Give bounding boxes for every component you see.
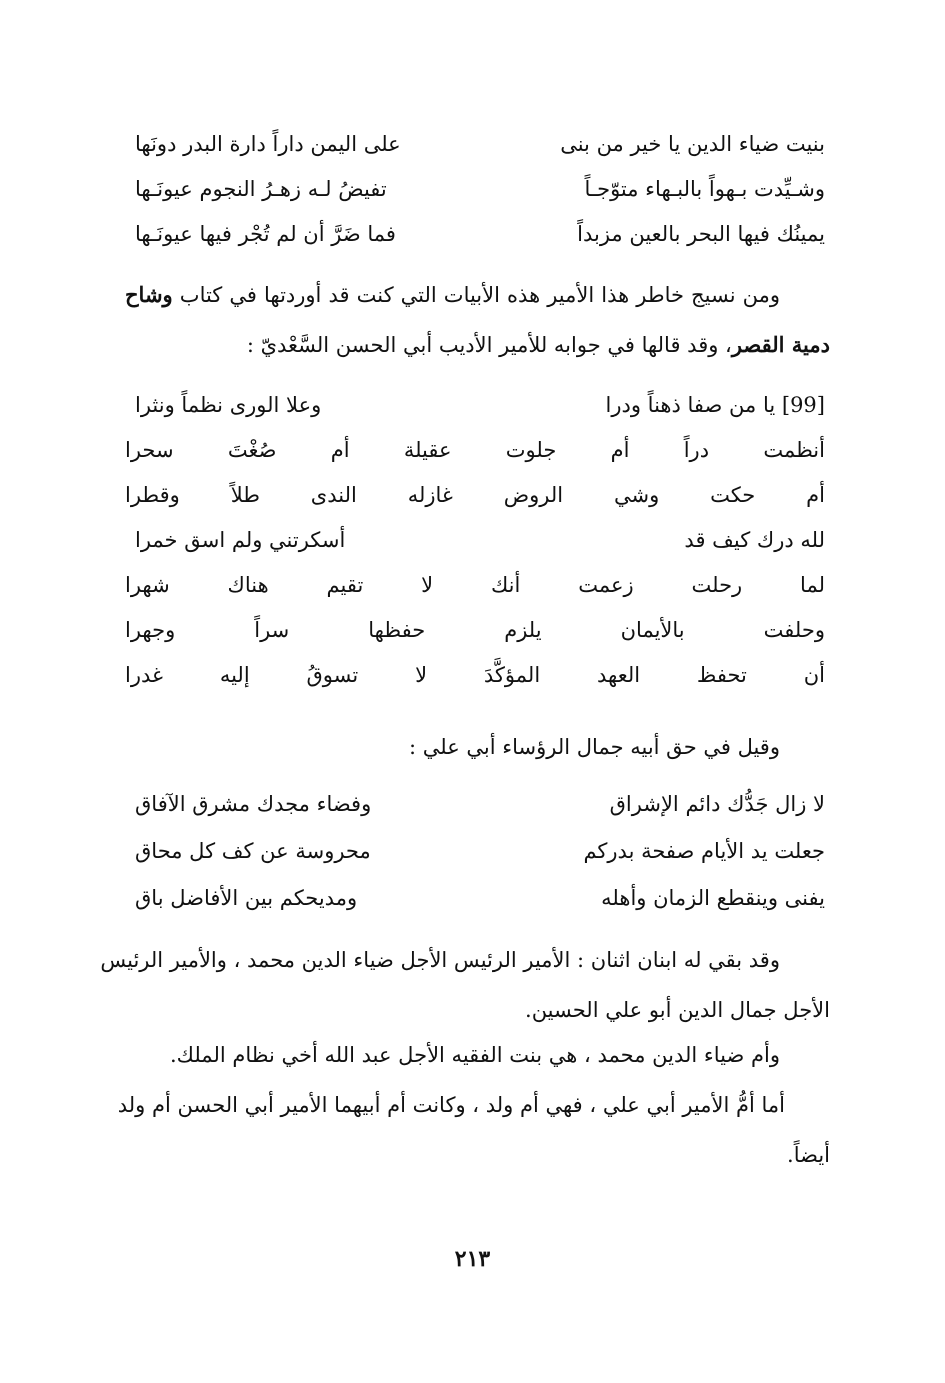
verse-hemistich-right: لا زال جَدُّك دائم الإشراق — [609, 792, 825, 816]
verse-row — [125, 829, 825, 876]
paragraph-mother-abu-ali — [117, 1080, 830, 1180]
page-number: ٢١٣ — [454, 1246, 491, 1272]
book-title-dumyat-alqasr: دمية القصر — [731, 332, 830, 357]
verse-hemistich-right: يمينُك فيها البحر بالعين مزبداً — [577, 222, 825, 246]
verse-hemistich-left: وفضاء مجدك مشرق الآفاق — [135, 792, 372, 816]
verse-full-line: أنظمت دراً أم جلوت عقيلة أم صُغْتَ سحرا — [125, 438, 825, 462]
verse-hemistich-left: فما ضَرَّ أن لم تُجْر فيها عيونَـها — [135, 222, 396, 246]
paragraph-line: وقيل في حق أبيه جمال الرؤساء أبي علي : — [409, 735, 780, 759]
paragraph-line: أيضاً. — [787, 1143, 830, 1167]
verse-hemistich-left: محروسة عن كف كل محاق — [135, 839, 371, 863]
verse-row — [125, 383, 825, 428]
paragraph-intro-verses-2 — [125, 722, 830, 772]
paragraph-line — [125, 270, 830, 320]
verse-full-line: وحلفت بالأيمان يلزم حفظها سراً وجهرا — [125, 618, 825, 642]
paragraph-line — [125, 320, 830, 370]
verse-hemistich-left: أسكرتني ولم اسق خمرا — [135, 528, 346, 552]
verse-row — [125, 653, 825, 698]
verse-row — [125, 473, 825, 518]
verse-hemistich-right: يفنى وينقطع الزمان وأهله — [601, 886, 825, 910]
paragraph-line: وقد بقي له ابنان اثنان : الأمير الرئيس الأجل ضياء الدين محمد ، والأمير الرئيس — [100, 948, 780, 972]
verse-hemistich-left: ومديحكم بين الأفاضل باق — [135, 886, 358, 910]
verse-full-line: أن تحفظ العهد المؤكَّدَ لا تسوقُ إليه غدرا — [125, 663, 825, 687]
verse-row — [125, 782, 825, 829]
verse-hemistich-left: تفيضُ لـه زهـرُ النجوم عيونَـها — [135, 177, 387, 201]
paragraph-text: ومن نسيج خاطر هذا الأمير هذه الأبيات التي كنت قد أوردتها في كتاب — [179, 283, 780, 307]
verse-row — [125, 122, 825, 167]
paragraph-line: الأجل جمال الدين أبو علي الحسين. — [525, 998, 830, 1022]
paragraph-line: وأم ضياء الدين محمد ، هي بنت الفقيه الأجل عبد الله أخي نظام الملك. — [169, 1043, 780, 1067]
verse-hemistich-left: وعلا الورى نظماً ونثرا — [135, 393, 322, 417]
verse-full-line: لما رحلت زعمت أنك لا تقيم هناك شهرا — [125, 573, 825, 597]
verse-hemistich-right: بنيت ضياء الدين يا خير من بنى — [560, 132, 825, 156]
poem-2 — [125, 383, 825, 698]
verse-full-line: أم حكت وشي الروض غازله الندى طلاً وقطرا — [125, 483, 825, 507]
paragraph-line: أما أمُّ الأمير أبي علي ، فهي أم ولد ، وكانت أم أبيهما الأمير أبي الحسن أم ولد — [117, 1093, 785, 1117]
verse-row — [125, 428, 825, 473]
poem-3 — [125, 782, 825, 923]
verse-hemistich-right: لله درك كيف قد — [684, 528, 825, 552]
verse-hemistich-left: على اليمن داراً دارة البدر دونَها — [135, 132, 401, 156]
verse-row — [125, 563, 825, 608]
verse-row — [125, 608, 825, 653]
poem-1 — [125, 122, 825, 257]
paragraph-sons — [100, 935, 830, 1035]
verse-row — [125, 212, 825, 257]
verse-hemistich-right: جعلت يد الأيام صفحة بدركم — [583, 839, 825, 863]
verse-row — [125, 167, 825, 212]
verse-hemistich-right: [99] يا من صفا ذهناً ودرا — [605, 393, 825, 417]
verse-hemistich-right: وشـيِّدت بـهواً بالبـهاء متوّجـاً — [584, 177, 825, 201]
book-title-wishah: وشاح — [125, 282, 173, 307]
verse-row — [125, 518, 825, 563]
verse-row — [125, 876, 825, 923]
paragraph-text: ، وقد قالها في جوابه للأمير الأديب أبي الحسن السَّعْديّ : — [246, 333, 732, 357]
paragraph-intro-verses — [125, 270, 830, 370]
paragraph-mother-diya — [125, 1030, 830, 1080]
